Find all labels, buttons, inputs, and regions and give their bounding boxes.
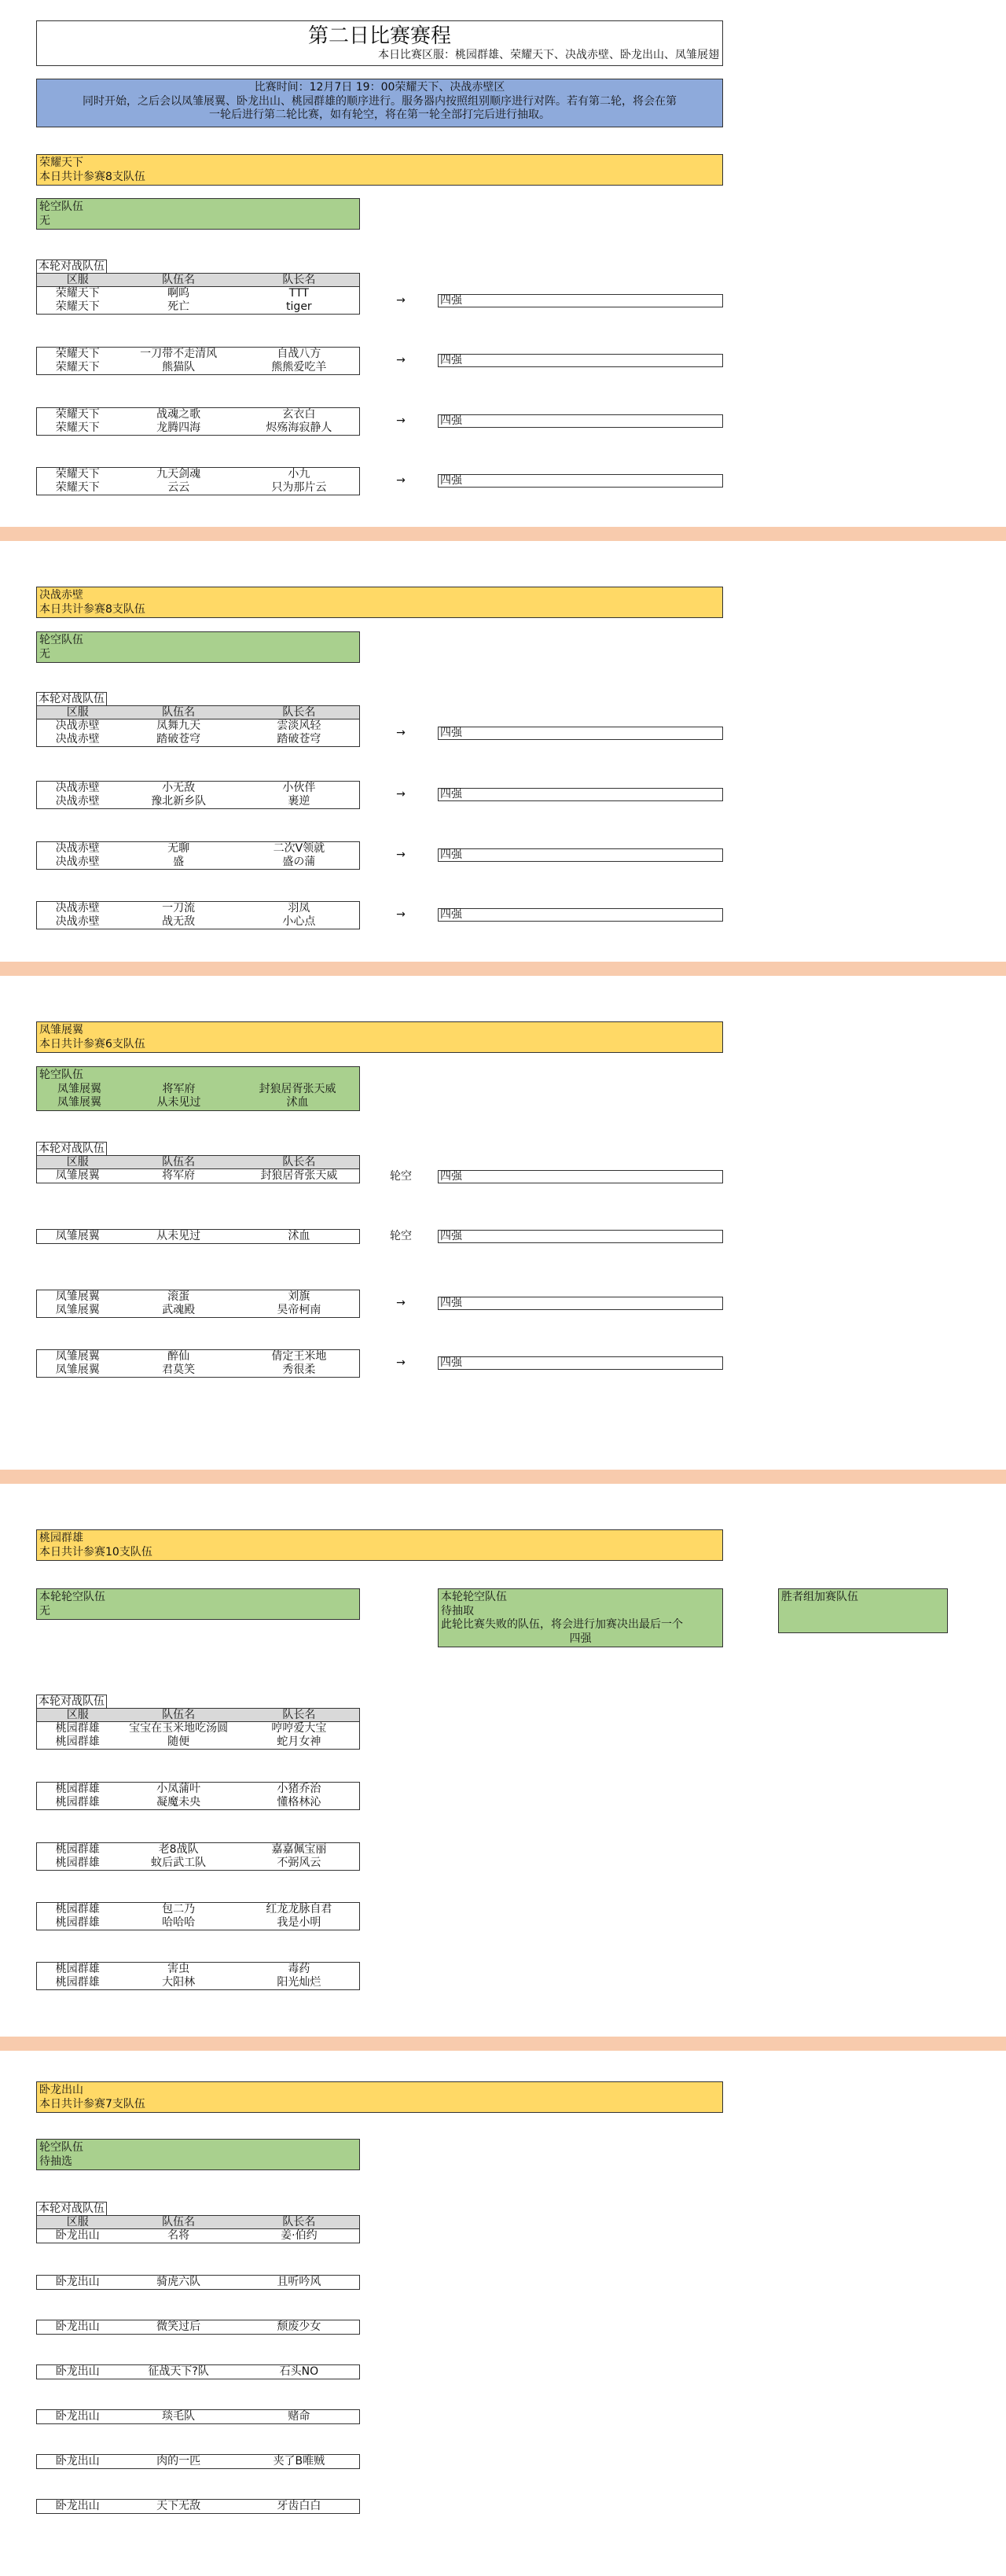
advance-arrow: → (396, 908, 406, 921)
table-row (37, 408, 359, 421)
captain-cell: 刘旗 (288, 1290, 310, 1303)
table-row (37, 915, 359, 929)
table-row (37, 361, 359, 374)
page-subtitle: 本日比赛区服：桃园群雄、荣耀天下、决战赤壁、卧龙出山、凤雏展翅 (378, 49, 719, 61)
result-top4-box: 四强 (438, 1356, 723, 1370)
table-row (37, 1230, 359, 1243)
match-table (36, 1782, 360, 1810)
match-table (36, 781, 360, 809)
match-table (36, 1902, 360, 1930)
advance-arrow: → (396, 727, 406, 739)
team-name-cell: 战魂之歌 (156, 408, 201, 421)
match-table (36, 1962, 360, 1990)
match-table (36, 2364, 360, 2379)
round-teams-title: 本轮对战队伍 (36, 2202, 107, 2215)
table-header (37, 1156, 359, 1169)
section-divider (0, 962, 1006, 976)
captain-cell: 颓废少女 (277, 2320, 321, 2333)
captain-cell: 懂格林沁 (277, 1796, 321, 1809)
advance-arrow: → (396, 788, 406, 800)
table-row (37, 1169, 359, 1183)
table-row (37, 2320, 359, 2334)
advance-arrow: → (396, 1356, 406, 1369)
server-cell: 凤雏展翼 (57, 1082, 101, 1095)
bye-teams-title: 轮空队伍 (39, 634, 83, 646)
server-cell: 荣耀天下 (55, 361, 100, 374)
captain-cell: 我是小明 (277, 1916, 321, 1929)
server-cell: 桃园群雄 (55, 1976, 100, 1989)
team-count: 本日共计参赛10支队伍 (39, 1545, 152, 1558)
captain-cell: 羽凤 (288, 902, 310, 914)
captain-cell: 石头NO (279, 2365, 319, 2378)
team-name-cell: 随便 (167, 1735, 190, 1748)
table-row (37, 902, 359, 915)
server-cell: 荣耀天下 (55, 421, 100, 434)
result-top4-box: 四强 (438, 414, 723, 428)
team-name-cell: 一刀流 (162, 902, 196, 914)
captain-cell: 二次V领就 (273, 842, 325, 855)
team-name-cell: 龙腾四海 (156, 421, 201, 434)
round2-bye-status: 待抽取 (441, 1604, 474, 1617)
section-header (36, 1021, 723, 1053)
title-box (36, 20, 723, 66)
bye-label: 轮空 (390, 1169, 412, 1183)
captain-cell: tiger (286, 300, 312, 313)
info-line: 比赛时间：12月7日 19：00荣耀天下、决战赤壁区 (254, 81, 505, 94)
team-name-cell: 害虫 (167, 1963, 190, 1975)
team-count: 本日共计参赛8支队伍 (39, 170, 145, 183)
captain-cell: 秀很柔 (282, 1363, 316, 1376)
result-top4-box: 四强 (438, 1170, 723, 1183)
table-row (37, 842, 359, 856)
server-cell: 决战赤壁 (55, 902, 100, 914)
team-name-cell: 豫北新乡队 (151, 795, 207, 808)
server-cell: 决战赤壁 (55, 915, 100, 928)
team-name-cell: 大阳林 (162, 1976, 196, 1989)
round2-bye-title: 本轮轮空队伍 (441, 1591, 507, 1603)
server-cell: 凤雏展翼 (55, 1230, 100, 1242)
table-row (37, 1916, 359, 1930)
col-captain-header: 队长名 (282, 2216, 316, 2228)
team-name-cell: 君莫笑 (162, 1363, 196, 1376)
table-row (37, 1783, 359, 1796)
team-count: 本日共计参赛6支队伍 (39, 1037, 145, 1051)
col-server-header: 区服 (66, 274, 89, 286)
team-name-cell: 小凤蒲叶 (156, 1783, 201, 1795)
table-row (37, 2229, 359, 2243)
match-table (36, 705, 360, 747)
table-row (37, 1857, 359, 1870)
team-name-cell: 名将 (167, 2229, 190, 2242)
captain-cell: 封狼居胥张天威 (260, 1169, 338, 1182)
match-table (36, 1708, 360, 1750)
server-cell: 荣耀天下 (55, 348, 100, 360)
match-table (36, 2215, 360, 2243)
col-captain-header: 队长名 (282, 274, 316, 286)
captain-cell: 蛇月女神 (277, 1735, 321, 1748)
advance-arrow: → (396, 474, 406, 487)
table-row (37, 1304, 359, 1317)
captain-cell: 烬殇海寂静人 (266, 421, 332, 434)
team-name-cell: 微笑过后 (156, 2320, 201, 2333)
table-row (37, 300, 359, 314)
table-row (37, 481, 359, 495)
advance-arrow: → (396, 1297, 406, 1309)
col-server-header: 区服 (66, 1709, 89, 1721)
table-header (37, 2216, 359, 2229)
team-name-cell: 踏破苍穹 (156, 733, 201, 745)
bye-teams-value: 无 (39, 1604, 50, 1617)
team-name-cell: 肉的一匹 (156, 2455, 201, 2467)
server-cell: 凤雏展翼 (55, 1363, 100, 1376)
server-cell: 桃园群雄 (55, 1796, 100, 1809)
team-name-cell: 宝宝在玉米地吃汤圆 (129, 1722, 229, 1735)
captain-cell: TTT (288, 287, 309, 300)
bye-teams-title: 轮空队伍 (39, 201, 83, 213)
section-name: 桃园群雄 (39, 1532, 83, 1544)
round-teams-title: 本轮对战队伍 (36, 1695, 107, 1708)
section-name: 荣耀天下 (39, 156, 83, 169)
team-name-cell: 醉仙 (167, 1350, 190, 1363)
section-name: 卧龙出山 (39, 2084, 83, 2096)
result-top4-box: 四强 (438, 474, 723, 488)
team-name-cell: 老8战队 (158, 1843, 199, 1856)
match-table (36, 1349, 360, 1378)
team-name-cell: 凝魔未央 (156, 1796, 201, 1809)
bye-label: 轮空 (390, 1229, 412, 1242)
section-divider (0, 2037, 1006, 2051)
section-header (36, 1529, 723, 1561)
captain-cell: 倩定王米地 (271, 1350, 327, 1363)
match-table (36, 2454, 360, 2469)
match-table (36, 901, 360, 929)
team-name-cell: 盛 (173, 856, 185, 868)
table-row (37, 1796, 359, 1809)
captain-cell: 牙齿白白 (277, 2500, 321, 2512)
server-cell: 卧龙出山 (55, 2365, 100, 2378)
server-cell: 卧龙出山 (55, 2229, 100, 2242)
table-row (37, 287, 359, 300)
match-table (36, 467, 360, 495)
server-cell: 荣耀天下 (55, 468, 100, 480)
table-header (37, 706, 359, 719)
table-row (37, 1903, 359, 1916)
team-name-cell: 武魂殿 (162, 1304, 196, 1316)
team-name-cell: 无聊 (167, 842, 190, 855)
result-top4-box: 四强 (438, 1297, 723, 1310)
section-header (36, 2081, 723, 2113)
result-top4-box: 四强 (438, 908, 723, 922)
match-table (36, 347, 360, 375)
match-table (36, 1842, 360, 1871)
section-name: 决战赤壁 (39, 589, 83, 602)
table-row (37, 1350, 359, 1363)
match-table (36, 2320, 360, 2335)
team-name-cell: 蚊后武工队 (151, 1857, 207, 1869)
captain-cell: 小心点 (282, 915, 316, 928)
section-name: 凤雏展翼 (39, 1024, 83, 1036)
table-row (37, 2410, 359, 2423)
table-row (37, 1290, 359, 1304)
server-cell: 决战赤壁 (55, 856, 100, 868)
server-cell: 桃园群雄 (55, 1843, 100, 1856)
captain-cell: 昊帝柯南 (277, 1304, 321, 1316)
winner-extra-title: 胜者组加赛队伍 (781, 1591, 858, 1603)
match-table (36, 407, 360, 436)
team-name-cell: 骑虎六队 (156, 2276, 201, 2288)
match-table (36, 2409, 360, 2424)
server-cell: 决战赤壁 (55, 719, 100, 732)
server-cell: 卧龙出山 (55, 2276, 100, 2288)
table-row (37, 2500, 359, 2513)
table-row (37, 2276, 359, 2289)
section-header (36, 587, 723, 618)
match-table (36, 2275, 360, 2290)
captain-cell: 熊熊爱吃羊 (271, 361, 327, 374)
server-cell: 凤雏展翼 (55, 1169, 100, 1182)
team-name-cell: 云云 (167, 481, 190, 494)
server-cell: 桃园群雄 (55, 1963, 100, 1975)
table-row (37, 468, 359, 481)
advance-arrow: → (396, 294, 406, 307)
server-cell: 荣耀天下 (55, 287, 100, 300)
table-row (37, 1722, 359, 1735)
col-team-header: 队伍名 (162, 706, 196, 719)
match-table (36, 1290, 360, 1318)
captain-cell: 且听吟风 (277, 2276, 321, 2288)
match-table (36, 1155, 360, 1183)
page-title: 第二日比赛赛程 (307, 24, 451, 48)
server-cell: 卧龙出山 (55, 2500, 100, 2512)
server-cell: 决战赤壁 (55, 782, 100, 794)
table-row (37, 795, 359, 808)
team-name-cell: 将军府 (162, 1169, 196, 1182)
table-row (37, 2455, 359, 2468)
result-top4-box: 四强 (438, 788, 723, 801)
server-cell: 桃园群雄 (55, 1735, 100, 1748)
col-team-header: 队伍名 (162, 2216, 196, 2228)
match-table (36, 273, 360, 315)
server-cell: 桃园群雄 (55, 1857, 100, 1869)
server-cell: 决战赤壁 (55, 795, 100, 808)
col-server-header: 区服 (66, 1156, 89, 1168)
table-row (37, 1963, 359, 1976)
team-name-cell: 小无敌 (162, 782, 196, 794)
table-row (37, 856, 359, 869)
team-name-cell: 九天剑魂 (156, 468, 201, 480)
match-table (36, 1229, 360, 1244)
captain-cell: 小九 (288, 468, 310, 480)
result-top4-box: 四强 (438, 294, 723, 307)
server-cell: 凤雏展翼 (55, 1304, 100, 1316)
server-cell: 桃园群雄 (55, 1916, 100, 1929)
table-row (37, 421, 359, 435)
server-cell: 卧龙出山 (55, 2455, 100, 2467)
bye-teams-box (36, 1588, 360, 1620)
advance-arrow: → (396, 354, 406, 366)
team-name-cell: 一刀带不走清风 (140, 348, 218, 360)
bye-teams-box (36, 2139, 360, 2170)
bye-teams-box (36, 1066, 360, 1111)
captain-cell: 哼哼爱大宝 (271, 1722, 327, 1735)
table-row (37, 719, 359, 733)
captain-cell: 玄衣白 (282, 408, 316, 421)
bye-teams-title: 轮空队伍 (39, 1069, 83, 1081)
winner-extra-box (778, 1588, 948, 1633)
table-row (37, 1976, 359, 1989)
bye-team-row (39, 1083, 357, 1097)
captain-cell: 裹逆 (288, 795, 310, 808)
section-divider (0, 1470, 1006, 1484)
bye-team-row (39, 1096, 357, 1110)
col-server-header: 区服 (66, 706, 89, 719)
col-captain-header: 队长名 (282, 1156, 316, 1168)
table-row (37, 1363, 359, 1377)
team-name-cell: 从未见过 (156, 1096, 201, 1109)
info-box (36, 79, 723, 127)
server-cell: 决战赤壁 (55, 842, 100, 855)
bye-teams-value: 待抽选 (39, 2155, 72, 2168)
server-cell: 凤雏展翼 (57, 1096, 101, 1109)
col-captain-header: 队长名 (282, 706, 316, 719)
team-name-cell: 包二乃 (162, 1903, 196, 1915)
bye-teams-value: 无 (39, 647, 50, 661)
advance-arrow: → (396, 848, 406, 861)
server-cell: 桃园群雄 (55, 1722, 100, 1735)
captain-cell: 封狼居胥张天威 (259, 1082, 336, 1095)
round2-top4: 四强 (569, 1632, 592, 1645)
captain-cell: 小伙伴 (282, 782, 316, 794)
captain-cell: 盛の蒲 (282, 856, 316, 868)
server-cell: 荣耀天下 (55, 481, 100, 494)
server-cell: 凤雏展翼 (55, 1350, 100, 1363)
team-name-cell: 战无敌 (162, 915, 196, 928)
bye-teams-box (36, 631, 360, 663)
server-cell: 桃园群雄 (55, 1783, 100, 1795)
match-table (36, 841, 360, 870)
team-name-cell: 从未见过 (156, 1230, 201, 1242)
info-line: 一轮后进行第二轮比赛，如有轮空，将在第一轮全部打完后进行抽取。 (209, 109, 550, 121)
bye-teams-title: 本轮轮空队伍 (39, 1591, 105, 1603)
team-name-cell: 哈哈哈 (162, 1916, 196, 1929)
round2-bye-desc: 此轮比赛失败的队伍，将会进行加赛决出最后一个 (441, 1618, 683, 1631)
col-team-header: 队伍名 (162, 274, 196, 286)
col-server-header: 区服 (66, 2216, 89, 2228)
table-header (37, 1709, 359, 1722)
captain-cell: 嘉嘉佩宝丽 (271, 1843, 327, 1856)
table-row (37, 733, 359, 746)
captain-cell: 红龙龙脉自君 (266, 1903, 332, 1915)
captain-cell: 姜·伯约 (281, 2229, 318, 2242)
team-name-cell: 征战天下?队 (148, 2365, 209, 2378)
result-top4-box: 四强 (438, 354, 723, 367)
captain-cell: 赌命 (288, 2410, 310, 2423)
captain-cell: 阳光灿烂 (277, 1976, 321, 1989)
table-row (37, 782, 359, 795)
table-row (37, 348, 359, 361)
advance-arrow: → (396, 414, 406, 427)
captain-cell: 夹了B唯贼 (273, 2455, 325, 2467)
bye-teams-value: 无 (39, 214, 50, 227)
table-row (37, 1735, 359, 1749)
server-cell: 桃园群雄 (55, 1903, 100, 1915)
bye-teams-title: 轮空队伍 (39, 2141, 83, 2154)
captain-cell: 沭血 (286, 1096, 309, 1109)
captain-cell: 只为那片云 (271, 481, 327, 494)
team-name-cell: 天下无敌 (156, 2500, 201, 2512)
section-divider (0, 527, 1006, 541)
server-cell: 卧龙出山 (55, 2320, 100, 2333)
round2-bye-box (438, 1588, 723, 1647)
col-team-header: 队伍名 (162, 1156, 196, 1168)
round-teams-title: 本轮对战队伍 (36, 259, 107, 273)
section-header (36, 154, 723, 186)
captain-cell: 雲淡风轻 (277, 719, 321, 732)
result-top4-box: 四强 (438, 848, 723, 862)
col-team-header: 队伍名 (162, 1709, 196, 1721)
server-cell: 荣耀天下 (55, 408, 100, 421)
round-teams-title: 本轮对战队伍 (36, 1142, 107, 1155)
team-name-cell: 将军府 (162, 1082, 196, 1095)
match-table (36, 2499, 360, 2514)
captain-cell: 小猪乔治 (277, 1783, 321, 1795)
info-line: 同时开始，之后会以凤雏展翼、卧龙出山、桃园群雄的顺序进行。服务器内按照组别顺序进行对阵。若有第二轮，将会在第 (83, 94, 677, 108)
team-name-cell: 滚蛋 (167, 1290, 190, 1303)
team-name-cell: 熊猫队 (162, 361, 196, 374)
team-name-cell: 啊呜 (167, 287, 190, 300)
bye-teams-box (36, 198, 360, 230)
team-name-cell: 琰毛队 (162, 2410, 196, 2423)
captain-cell: 不弼风云 (277, 1857, 321, 1869)
server-cell: 决战赤壁 (55, 733, 100, 745)
table-row (37, 1843, 359, 1857)
table-row (37, 2365, 359, 2379)
server-cell: 凤雏展翼 (55, 1290, 100, 1303)
col-captain-header: 队长名 (282, 1709, 316, 1721)
team-count: 本日共计参赛8支队伍 (39, 602, 145, 616)
captain-cell: 毒药 (288, 1963, 310, 1975)
captain-cell: 踏破苍穹 (277, 733, 321, 745)
server-cell: 卧龙出山 (55, 2410, 100, 2423)
captain-cell: 沭血 (288, 1230, 310, 1242)
server-cell: 荣耀天下 (55, 300, 100, 313)
round-teams-title: 本轮对战队伍 (36, 692, 107, 705)
table-header (37, 274, 359, 287)
team-name-cell: 死亡 (167, 300, 190, 313)
result-top4-box: 四强 (438, 727, 723, 740)
result-top4-box: 四强 (438, 1230, 723, 1243)
captain-cell: 自战八方 (277, 348, 321, 360)
team-name-cell: 凤舞九天 (156, 719, 201, 732)
team-count: 本日共计参赛7支队伍 (39, 2097, 145, 2110)
